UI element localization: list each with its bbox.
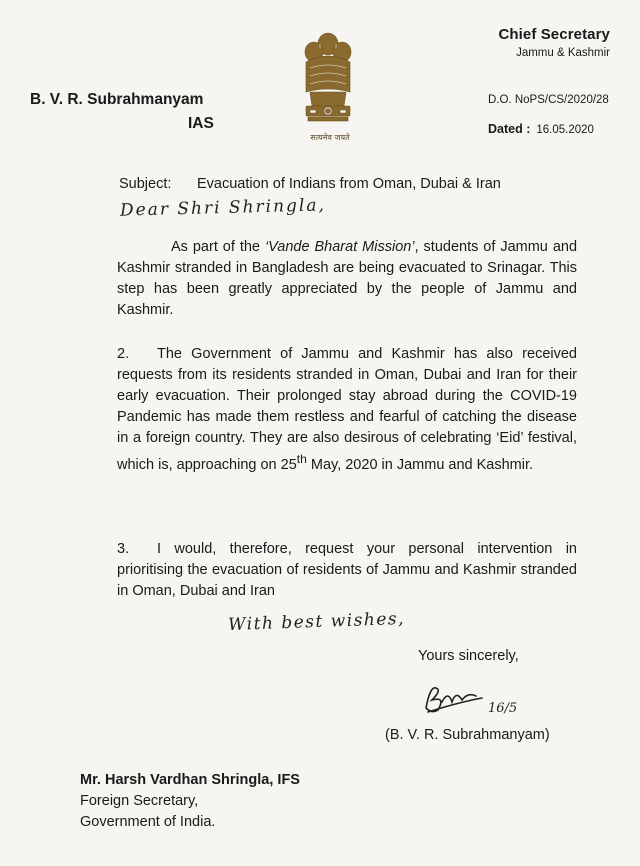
para1-start: As part of the [171,239,265,255]
addressee-block [80,770,300,833]
dated-label: Dated : [488,122,531,136]
do-value: PS/CS/2020/28 [529,94,609,106]
para2-number: 2. [117,346,130,362]
designation-block [498,26,610,59]
addressee-org: Government of India. [80,814,216,830]
emblem-motto: सत्यमेव जयते [310,133,350,142]
author-service: IAS [188,115,214,132]
subject-label: Subject: [119,176,172,192]
signature [420,676,530,724]
addressee-name: Mr. Harsh Vardhan Shringla, IFS [80,772,300,788]
para3-number: 3. [117,541,130,557]
state-emblem-icon [296,22,360,146]
para2-text: The Government of Jammu and Kashmir has also received requests from its residents stranded in Oman, Dubai and Iran for their early evacuation. Their prolonged stay abroad during the COVID-19 Pandemic has made them restless and fearful of catching the disease in a foreign country. They are also desirous of celebrating ‘Eid’ festival, which is, approaching on 25 [117,346,577,473]
para3-text: I would, therefore, request your personal intervention in prioritising the evacuation of residents of Jammu and Kashmir stranded in Oman, Dubai and Iran [117,541,577,599]
subject-text: Evacuation of Indians from Oman, Dubai & Iran [197,176,501,192]
paragraph-3 [117,539,577,602]
dated-value: 16.05.2020 [536,124,594,136]
do-label: D.O. No [488,94,530,106]
para2-end: May, 2020 in Jammu and Kashmir. [306,456,534,473]
jurisdiction: Jammu & Kashmir [516,47,610,59]
signature-date: 16/5 [488,701,518,716]
dated [488,122,594,136]
handwritten-closing: With best wishes, [227,608,406,636]
paragraph-1 [117,237,577,321]
author-block [30,91,214,132]
para2-superscript: th [296,452,307,466]
subject-line [119,176,501,192]
paragraph-2 [117,344,577,476]
do-number [488,94,609,106]
addressee-title: Foreign Secretary, [80,793,199,809]
para1-rest: , students of Jammu and Kashmir stranded in Bangladesh are being evacuated to Srinagar. This step has been greatly appreciated by the people of Jammu and Kashmir. [117,239,578,318]
designation-title: Chief Secretary [498,26,610,43]
signer-name: (B. V. R. Subrahmanyam) [385,727,550,743]
handwritten-salutation: Dear Shri Shringla, [119,195,327,221]
mission-name: ‘Vande Bharat Mission’ [264,239,415,255]
closing: Yours sincerely, [418,648,519,664]
author-name: B. V. R. Subrahmanyam [30,91,204,108]
